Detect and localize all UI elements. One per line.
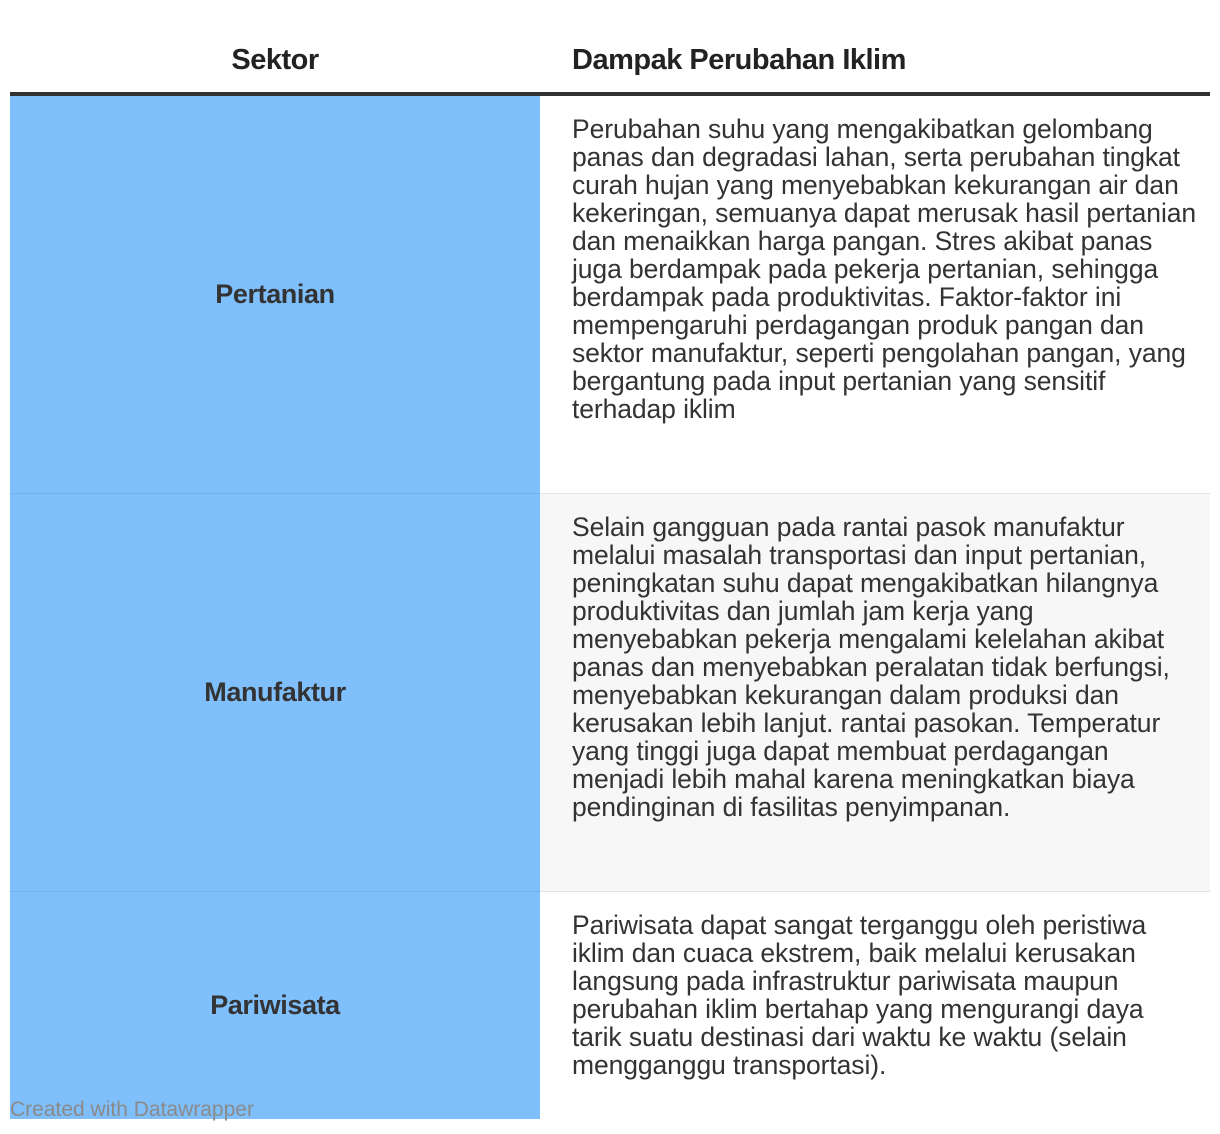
impact-cell-manufacturing: Selain gangguan pada rantai pasok manufaktur melalui masalah transportasi dan input pertanian, peningkatan suhu dapat mengakibatkan hilangnya produktivitas dan jumlah jam kerja yang menyebabkan pekerja mengalami kelelahan akibat panas dan menyebabkan peralatan tidak berfungsi, menyebabkan kekurangan dalam produksi dan kerusakan lebih lanjut. rantai pasokan. Temperatur yang tinggi juga dapat membuat perdagangan menjadi lebih mahal karena meningkatkan biaya pendinginan di fasilitas penyimpanan. — [540, 494, 1210, 892]
impact-cell-tourism: Pariwisata dapat sangat terganggu oleh peristiwa iklim dan cuaca ekstrem, baik melalui kerusakan langsung pada infrastruktur pariwisata maupun perubahan iklim bertahap yang mengurangi daya tarik suatu destinasi dari waktu ke waktu (selain mengganggu transportasi). — [540, 892, 1210, 1120]
impact-cell-agriculture: Perubahan suhu yang mengakibatkan gelombang panas dan degradasi lahan, serta perubahan tingkat curah hujan yang menyebabkan kekurangan air dan kekeringan, semuanya dapat merusak hasil pertanian dan menaikkan harga pangan. Stres akibat panas juga berdampak pada pekerja pertanian, sehingga berdampak pada produktivitas. Faktor-faktor ini mempengaruhi perdagangan produk pangan dan sektor manufaktur, seperti pengolahan pangan, yang bergantung pada input pertanian yang sensitif terhadap iklim — [540, 94, 1210, 494]
table-header-row — [10, 28, 1210, 94]
sector-cell-tourism: Pariwisata — [10, 892, 540, 1120]
table-row — [10, 494, 1210, 892]
table-row — [10, 892, 1210, 1120]
header-impact[interactable]: Dampak Perubahan Iklim — [540, 28, 1210, 94]
table-row — [10, 94, 1210, 494]
datawrapper-credit[interactable]: Created with Datawrapper — [10, 1098, 254, 1121]
climate-impact-table — [10, 28, 1210, 1119]
sector-cell-agriculture: Pertanian — [10, 94, 540, 494]
sector-cell-manufacturing: Manufaktur — [10, 494, 540, 892]
header-sector[interactable]: Sektor — [10, 28, 540, 94]
